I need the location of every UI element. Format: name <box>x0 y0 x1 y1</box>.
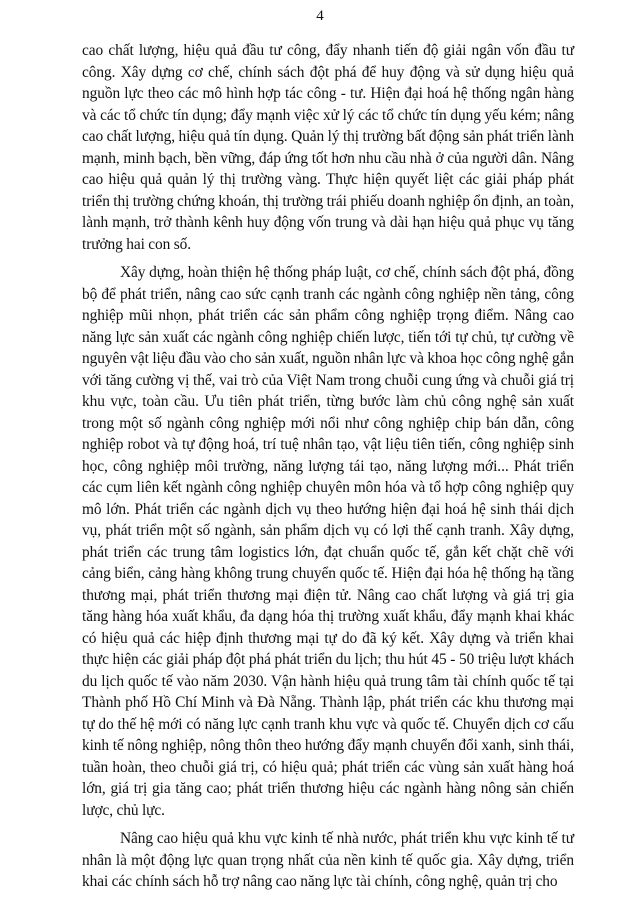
paragraph-industry-services: Xây dựng, hoàn thiện hệ thống pháp luật, cơ chế, chính sách đột phá, đồng bộ để phát triển, nâng cao sức cạnh tranh các ngành công nghiệp nền tảng, công nghiệp mũi nhọn, phát triển các sản phẩm công nghiệp trọng điểm. Nâng cao năng lực sản xuất các ngành công nghiệp chiến lược, tiến tới tự chủ, tự cường về nguyên vật liệu đầu vào cho sản xuất, nguồn nhân lực và khoa học công nghệ gắn với tăng cường vị thế, vai trò của Việt Nam trong chuỗi cung ứng và chuỗi giá trị khu vực, toàn cầu. Ưu tiên phát triển, từng bước làm chủ công nghệ sản xuất trong một số ngành công nghiệp mới nổi như công nghiệp chip bán dẫn, công nghiệp robot và tự động hoá, trí tuệ nhân tạo, vật liệu tiên tiến, công nghiệp sinh học, công nghiệp môi trường, năng lượng tái tạo, năng lượng mới... Phát triển các cụm liên kết ngành công nghiệp chuyên môn hóa và tổ hợp công nghiệp quy mô lớn. Phát triển các ngành dịch vụ theo hướng hiện đại hoá hệ sinh thái dịch vụ, phát triển một số ngành, sản phẩm dịch vụ có lợi thế cạnh tranh. Xây dựng, phát triển các trung tâm logistics lớn, đạt chuẩn quốc tế, gắn kết chặt chẽ với cảng biển, cảng hàng không trung chuyển quốc tế. Hiện đại hóa hệ thống hạ tầng thương mại, phát triển thương mại điện tử. Nâng cao chất lượng và giá trị gia tăng hàng hóa xuất khẩu, đa dạng hóa thị trường xuất khẩu, đẩy mạnh khai khác có hiệu quả các hiệp định thương mại tự do đã ký kết. Xây dựng và triển khai thực hiện các giải pháp đột phá phát triển du lịch; thu hút 45 - 50 triệu lượt khách du lịch quốc tế vào năm 2030. Vận hành hiệu quả trung tâm tài chính quốc tế tại Thành phố Hồ Chí Minh và Đà Nẵng. Thành lập, phát triển các khu thương mại tự do thế hệ mới có năng lực cạnh tranh khu vực và quốc tế. Chuyển dịch cơ cấu kinh tế nông nghiệp, nông thôn theo hướng đẩy mạnh chuyển đổi xanh, sinh thái, tuần hoàn, theo chuỗi giá trị, có hiệu quả; phát triển các vùng sản xuất hàng hoá lớn, giá trị gia tăng cao; phát triển thương hiệu các ngành hàng nông sản chiến lược, chủ lực. <box>82 264 574 819</box>
page-number: 4 <box>316 8 324 24</box>
paragraph-continued: cao chất lượng, hiệu quả đầu tư công, đẩy nhanh tiến độ giải ngân vốn đầu tư công. Xây dựng cơ chế, chính sách đột phá để huy động và sử dụng hiệu quả nguồn lực theo các mô hình hợp tác công - tư. Hiện đại hoá hệ thống ngân hàng và các tổ chức tín dụng; đẩy mạnh việc xử lý các tổ chức tín dụng yếu kém; nâng cao chất lượng, hiệu quả tín dụng. Quản lý thị trường bất động sản phát triển lành mạnh, minh bạch, bền vững, đáp ứng tốt hơn nhu cầu nhà ở của người dân. Nâng cao hiệu quả quản lý thị trường vàng. Thực hiện quyết liệt các giải pháp phát triển thị trường chứng khoán, thị trường trái phiếu doanh nghiệp ổn định, an toàn, lành mạnh, trở thành kênh huy động vốn trung và dài hạn hiệu quả phục vụ tăng trưởng hai con số. <box>82 42 574 253</box>
paragraph-state-private-sector: Nâng cao hiệu quả khu vực kinh tế nhà nước, phát triển khu vực kinh tế tư nhân là một động lực quan trọng nhất của nền kinh tế quốc gia. Xây dựng, triển khai các chính sách hỗ trợ nâng cao năng lực tài chính, công nghệ, quản trị cho <box>82 830 574 890</box>
document-body <box>82 40 574 893</box>
